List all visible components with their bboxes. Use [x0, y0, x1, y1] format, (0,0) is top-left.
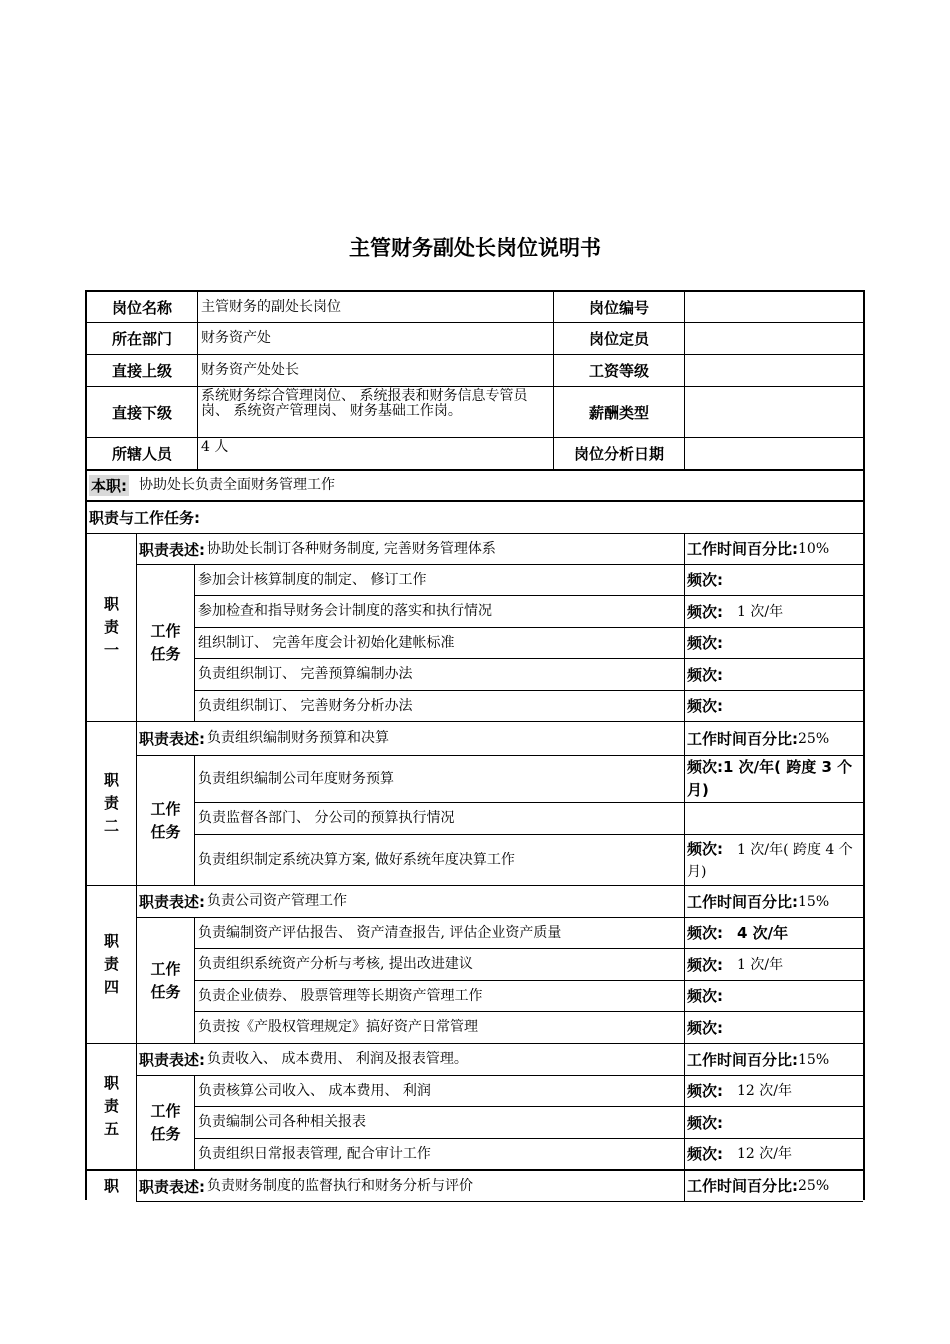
- duty-5-task: 负责核算公司收入、 成本费用、 利润: [195, 1076, 685, 1107]
- duty-1-percent: 工作时间百分比: 10%: [685, 534, 863, 565]
- duty-1-task-freq: 频次: 1 次/年: [685, 596, 863, 628]
- duty-1-task-freq: 频次:: [685, 565, 863, 596]
- duty-6-description: 职责表述: 负责财务制度的监督执行和财务分析与评价: [137, 1170, 685, 1202]
- label-department: 所在部门: [87, 323, 198, 355]
- duty-4-task: 负责按《产股权管理规定》搞好资产日常管理: [195, 1012, 685, 1044]
- duty-4-task-freq: 频次:: [685, 981, 863, 1012]
- label-salary-grade: 工资等级: [554, 355, 685, 387]
- duty-2-task: 负责组织编制公司年度财务预算: [195, 756, 685, 803]
- duty-5-percent: 工作时间百分比: 15%: [685, 1044, 863, 1076]
- duty-5-task-freq: 频次:: [685, 1107, 863, 1139]
- duty-4-task-freq: 频次: 1 次/年: [685, 949, 863, 981]
- duty-1-task: 负责组织制订、 完善预算编制办法: [195, 659, 685, 691]
- duty-1-task: 参加检查和指导财务会计制度的落实和执行情况: [195, 596, 685, 628]
- duty-5-description: 职责表述: 负责收入、 成本费用、 利润及报表管理。: [137, 1044, 685, 1076]
- duty-6-label: 职: [87, 1170, 137, 1202]
- duty-4-label: 职 责 四: [87, 886, 137, 1044]
- core-duty-value: 协助处长负责全面财务管理工作: [139, 477, 335, 493]
- value-salary-grade: [685, 355, 863, 387]
- label-analysis-date: 岗位分析日期: [554, 438, 685, 471]
- core-duty-label: 本职:: [91, 477, 127, 495]
- job-description-table: [85, 290, 865, 1200]
- duty-4-task: 负责组织系统资产分析与考核, 提出改进建议: [195, 949, 685, 981]
- duty-4-task-label: 工作 任务: [137, 918, 195, 1044]
- value-analysis-date: [685, 438, 863, 471]
- duty-5-task-freq: 频次: 12 次/年: [685, 1139, 863, 1170]
- duty-2-task-freq: 频次: 1 次/年( 跨度 4 个月): [685, 835, 863, 886]
- duty-4-percent: 工作时间百分比: 15%: [685, 886, 863, 918]
- label-subordinate: 直接下级: [87, 387, 198, 438]
- label-position-name: 岗位名称: [87, 292, 198, 323]
- value-superior: 财务资产处处长: [198, 355, 554, 387]
- duty-4-task-freq: 频次: 4 次/年: [685, 918, 863, 949]
- document-title: 主管财务副处长岗位说明书: [349, 236, 601, 260]
- duty-1-description: 职责表述: 协助处长制订各种财务制度, 完善财务管理体系: [137, 534, 685, 565]
- value-department: 财务资产处: [198, 323, 554, 355]
- duty-5-task-freq: 频次: 12 次/年: [685, 1076, 863, 1107]
- label-quota: 岗位定员: [554, 323, 685, 355]
- duty-2-task-label: 工作 任务: [137, 756, 195, 886]
- duty-5-task: 负责组织日常报表管理, 配合审计工作: [195, 1139, 685, 1170]
- duty-1-task: 组织制订、 完善年度会计初始化建帐标准: [195, 628, 685, 659]
- label-pay-type: 薪酬类型: [554, 387, 685, 438]
- duty-2-task-freq: 频次:1 次/年( 跨度 3 个月): [685, 756, 863, 803]
- duty-5-label: 职 责 五: [87, 1044, 137, 1170]
- duty-5-task-label: 工作 任务: [137, 1076, 195, 1170]
- duty-2-label: 职 责 二: [87, 722, 137, 886]
- duty-4-task: 负责编制资产评估报告、 资产清查报告, 评估企业资产质量: [195, 918, 685, 949]
- value-position-code: [685, 292, 863, 323]
- value-quota: [685, 323, 863, 355]
- core-duty-row: [87, 471, 863, 502]
- value-position-name: 主管财务的副处长岗位: [198, 292, 554, 323]
- label-staff: 所辖人员: [87, 438, 198, 471]
- value-subordinate: 系统财务综合管理岗位、 系统报表和财务信息专管员岗、 系统资产管理岗、 财务基础工作岗。: [198, 387, 554, 438]
- duty-2-task-freq: [685, 803, 863, 835]
- duty-2-task: 负责组织制定系统决算方案, 做好系统年度决算工作: [195, 835, 685, 886]
- duty-5-task: 负责编制公司各种相关报表: [195, 1107, 685, 1139]
- value-staff: 4 人: [198, 438, 554, 471]
- duty-1-task-freq: 频次:: [685, 659, 863, 691]
- duties-header: 职责与工作任务:: [87, 502, 863, 534]
- duty-2-task: 负责监督各部门、 分公司的预算执行情况: [195, 803, 685, 835]
- duty-6-percent: 工作时间百分比: 25%: [685, 1170, 863, 1202]
- duty-1-task-label: 工作 任务: [137, 565, 195, 722]
- value-pay-type: [685, 387, 863, 438]
- duty-1-task-freq: 频次:: [685, 691, 863, 722]
- duty-1-label: 职 责 一: [87, 534, 137, 722]
- label-position-code: 岗位编号: [554, 292, 685, 323]
- duty-4-task-freq: 频次:: [685, 1012, 863, 1044]
- duty-2-description: 职责表述: 负责组织编制财务预算和决算: [137, 722, 685, 756]
- duty-4-task: 负责企业债券、 股票管理等长期资产管理工作: [195, 981, 685, 1012]
- label-superior: 直接上级: [87, 355, 198, 387]
- duty-1-task: 参加会计核算制度的制定、 修订工作: [195, 565, 685, 596]
- duty-4-description: 职责表述: 负责公司资产管理工作: [137, 886, 685, 918]
- duty-2-percent: 工作时间百分比: 25%: [685, 722, 863, 756]
- duty-1-task: 负责组织制订、 完善财务分析办法: [195, 691, 685, 722]
- duty-1-task-freq: 频次:: [685, 628, 863, 659]
